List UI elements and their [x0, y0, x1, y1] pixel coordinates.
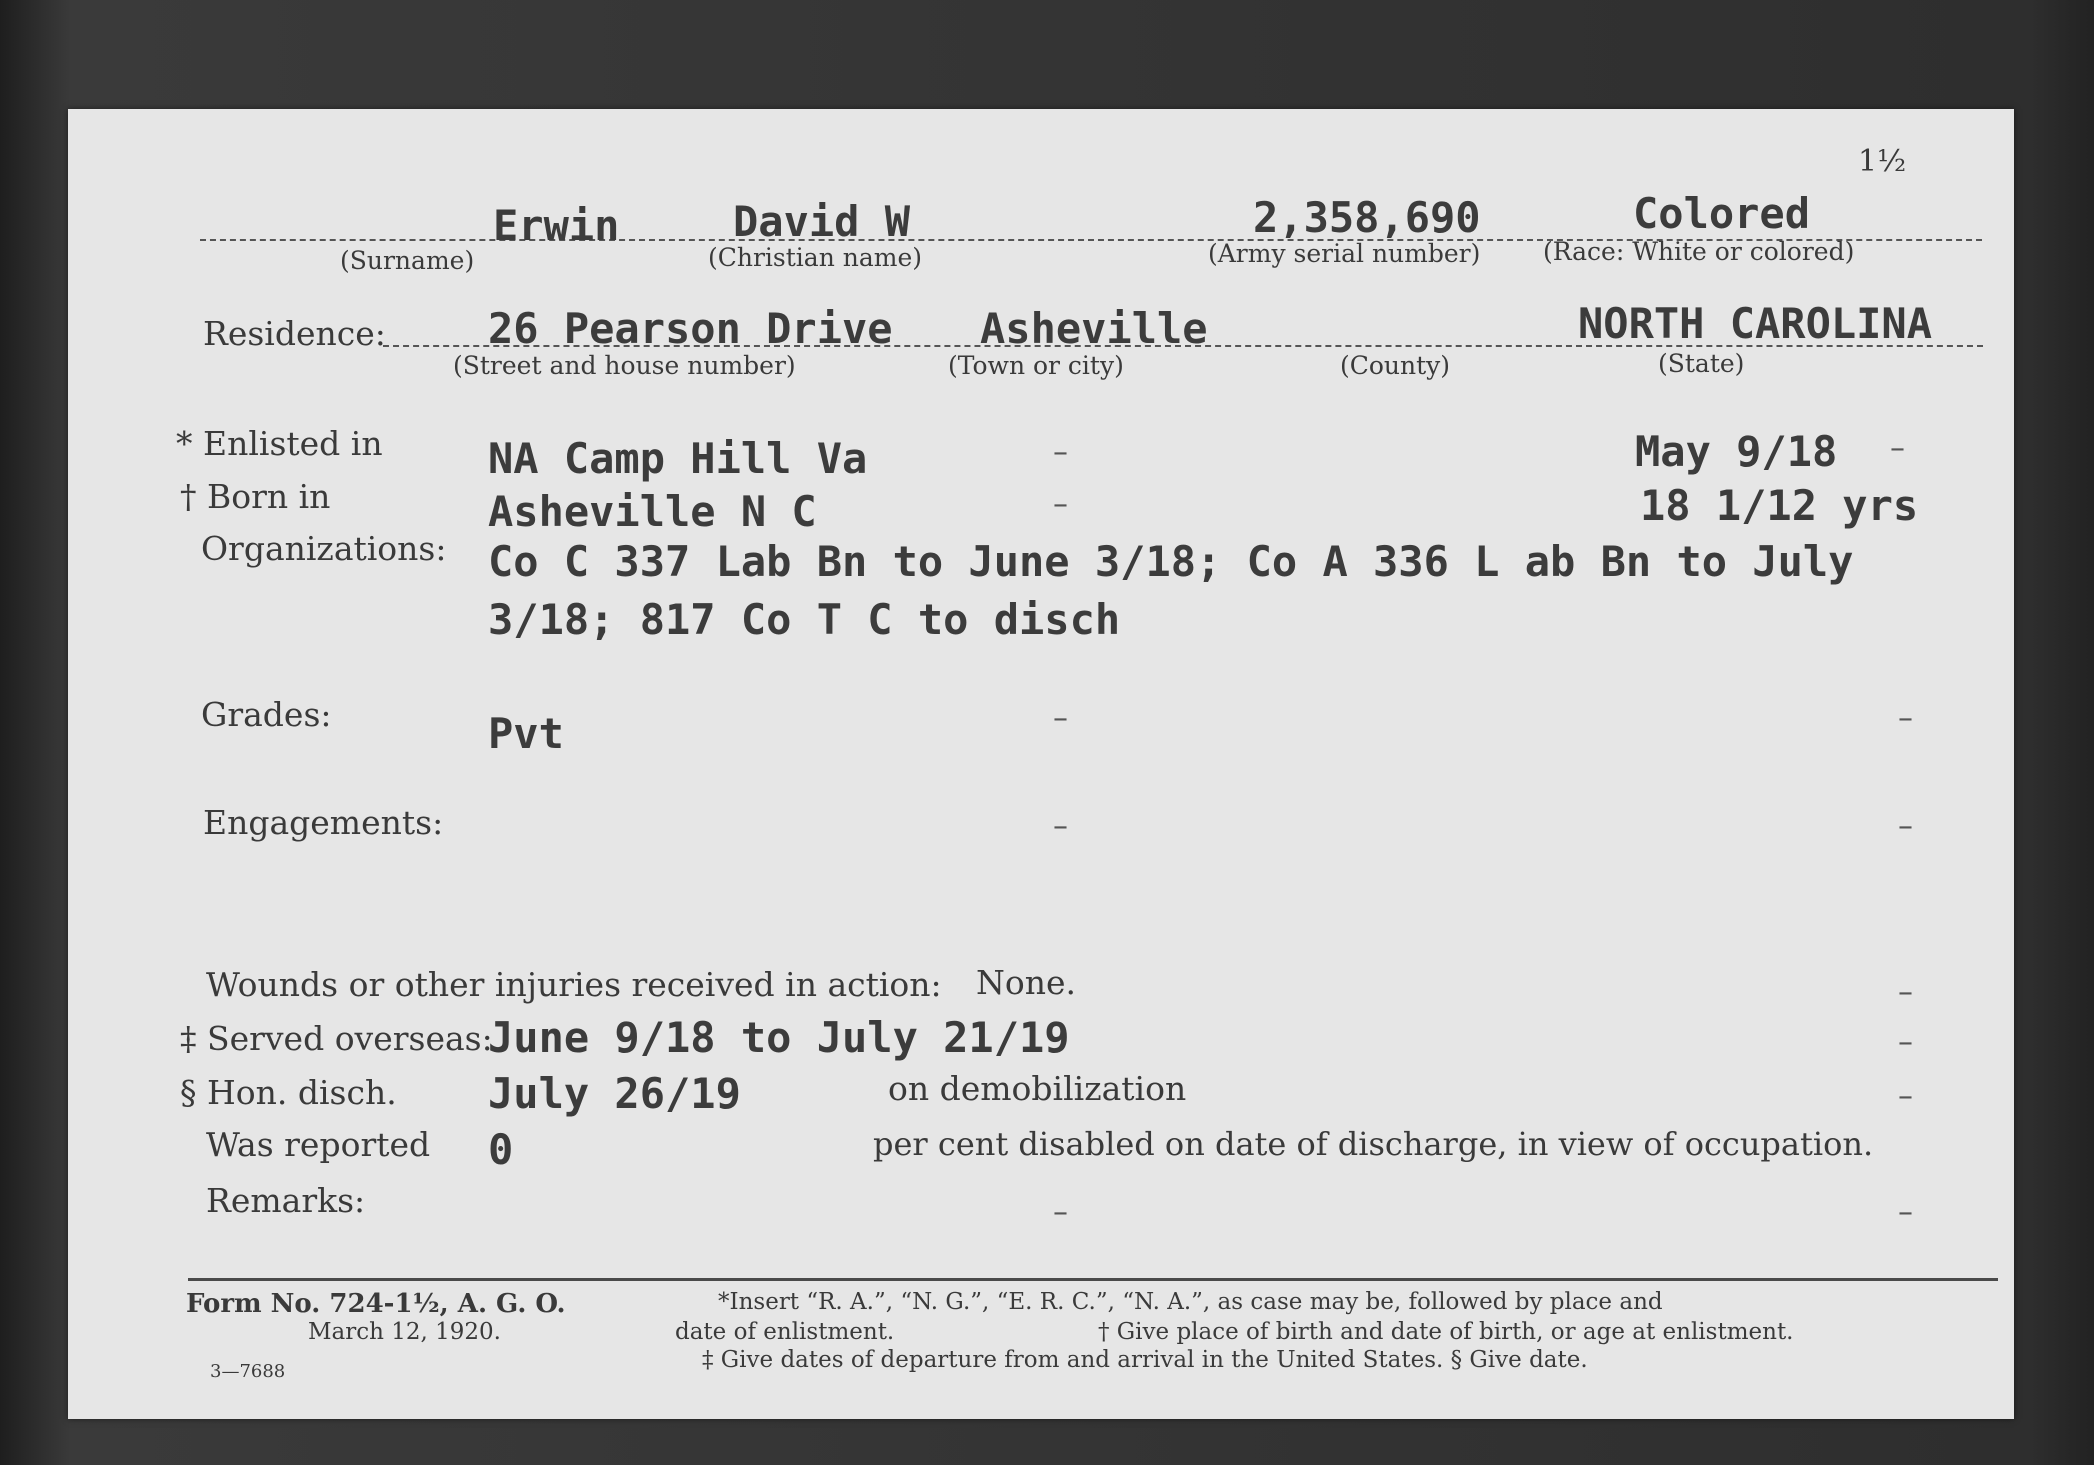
serial-number-value: 2,358,690: [1253, 193, 1481, 242]
form-date: March 12, 1920.: [308, 1319, 501, 1345]
overseas-label: ‡ Served overseas:: [180, 1019, 493, 1058]
engagements-label: Engagements:: [203, 803, 444, 842]
christian-name-caption: (Christian name): [708, 243, 923, 272]
wounds-value: None.: [976, 963, 1077, 1002]
reported-label: Was reported: [206, 1125, 431, 1164]
residence-state: NORTH CAROLINA: [1578, 299, 1933, 348]
state-caption: (State): [1658, 349, 1745, 378]
overseas-end-dash: –: [1898, 1025, 1913, 1060]
remarks-end-dash: –: [1898, 1195, 1913, 1230]
organizations-label: Organizations:: [201, 529, 447, 568]
discharge-date: July 26/19: [488, 1069, 741, 1118]
discharge-label: § Hon. disch.: [180, 1073, 397, 1112]
organizations-line-2: 3/18; 817 Co T C to disch: [488, 595, 1121, 644]
enlisted-end-dash: –: [1890, 431, 1905, 466]
enlisted-value: NA Camp Hill Va: [488, 434, 868, 483]
remarks-dash: –: [1053, 1195, 1068, 1230]
discharge-reason: on demobilization: [888, 1069, 1187, 1108]
born-age: 18 1/12 yrs: [1640, 481, 1919, 530]
overseas-value: June 9/18 to July 21/19: [488, 1013, 1070, 1062]
form-number: Form No. 724-1½, A. G. O.: [186, 1289, 566, 1319]
grades-dash: –: [1053, 701, 1068, 736]
enlisted-date: May 9/18: [1635, 427, 1838, 476]
surname-caption: (Surname): [340, 246, 475, 275]
serial-number-caption: (Army serial number): [1208, 239, 1481, 268]
grades-value: Pvt: [488, 709, 564, 758]
town-caption: (Town or city): [948, 351, 1124, 380]
enlisted-dash: –: [1053, 435, 1068, 470]
engagements-dash: –: [1053, 809, 1068, 844]
grades-end-dash: –: [1898, 701, 1913, 736]
wounds-end-dash: –: [1898, 975, 1913, 1010]
print-code: 3—7688: [210, 1361, 286, 1382]
born-label: † Born in: [180, 477, 331, 516]
footnote-2a: date of enlistment.: [675, 1319, 895, 1345]
residence-label: Residence:: [203, 314, 386, 353]
residence-street: 26 Pearson Drive: [488, 304, 893, 353]
footer-rule: [188, 1278, 1998, 1281]
born-value: Asheville N C: [488, 487, 817, 536]
grades-label: Grades:: [201, 695, 332, 734]
corner-mark: 1½: [1858, 144, 1907, 179]
service-record-card: [68, 109, 2014, 1419]
organizations-line-1: Co C 337 Lab Bn to June 3/18; Co A 336 L ab Bn to July: [488, 537, 1854, 586]
discharge-end-dash: –: [1898, 1079, 1913, 1114]
footnote-2b: † Give place of birth and date of birth, or age at enlistment.: [1098, 1319, 1794, 1345]
reported-text: per cent disabled on date of discharge, in view of occupation.: [873, 1125, 1874, 1163]
wounds-label: Wounds or other injuries received in action:: [206, 965, 942, 1004]
surname-value: Erwin: [493, 201, 620, 250]
race-caption: (Race: White or colored): [1543, 237, 1855, 266]
footnote-3: ‡ Give dates of departure from and arrival in the United States. § Give date.: [702, 1347, 1588, 1373]
street-caption: (Street and house number): [453, 351, 796, 380]
born-dash: –: [1053, 487, 1068, 522]
residence-town: Asheville: [980, 304, 1208, 353]
enlisted-label: * Enlisted in: [176, 424, 383, 463]
engagements-end-dash: –: [1898, 809, 1913, 844]
footnote-1: *Insert “R. A.”, “N. G.”, “E. R. C.”, “N. A.”, as case may be, followed by place and: [718, 1289, 1663, 1315]
race-value: Colored: [1633, 189, 1811, 238]
county-caption: (County): [1340, 351, 1451, 380]
reported-value: 0: [488, 1125, 514, 1174]
remarks-label: Remarks:: [206, 1181, 366, 1220]
christian-name-value: David W: [733, 197, 911, 246]
